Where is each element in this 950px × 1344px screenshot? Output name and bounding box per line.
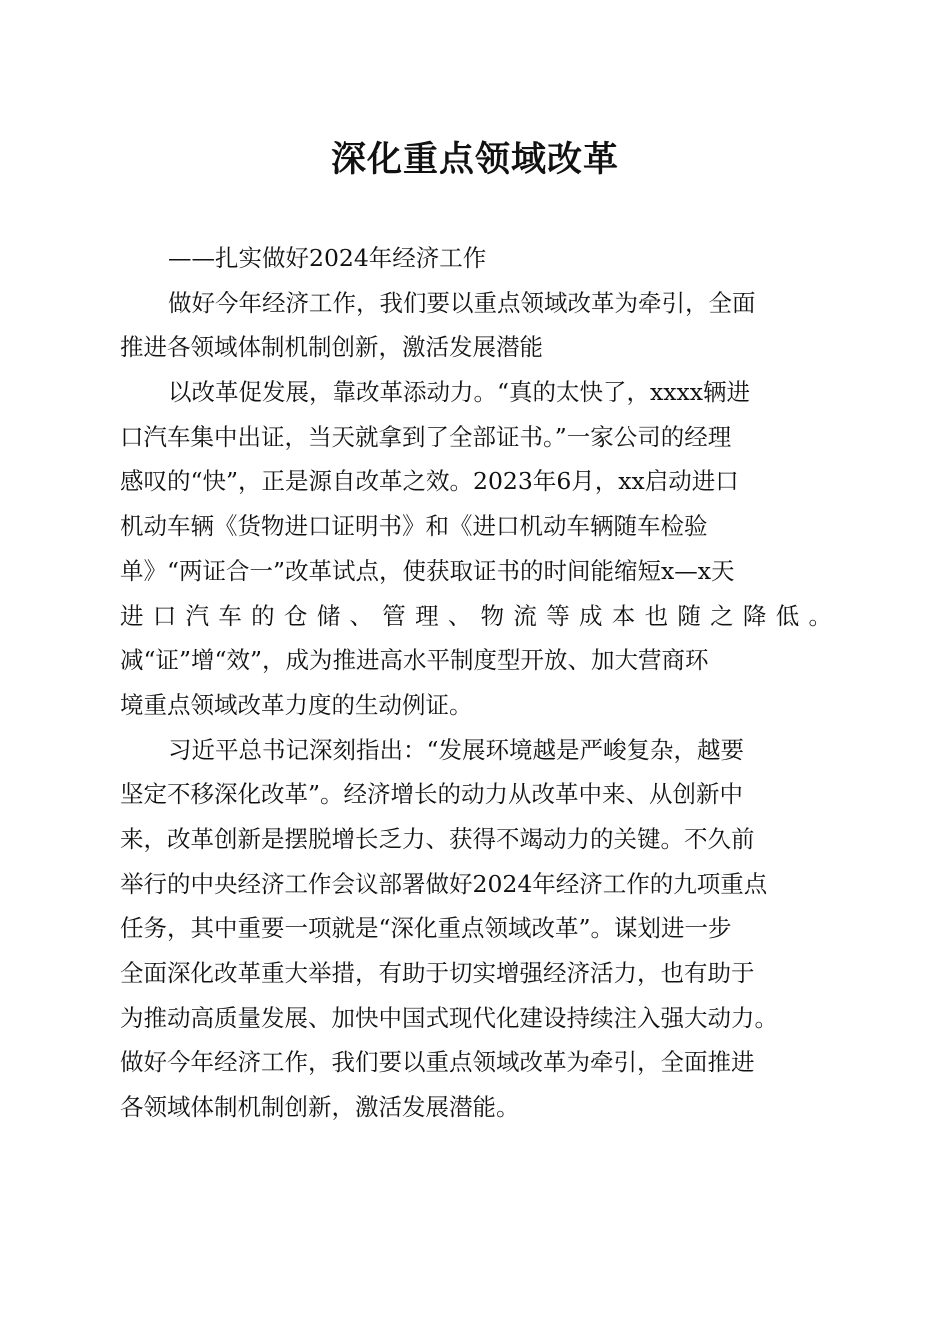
paragraph-3-line-1: 习近平总书记深刻指出：“发展环境越是严峻复杂，越要 [168,735,745,764]
paragraph-3-line-5: 任务，其中重要一项就是“深化重点领域改革”。谋划进一步 [120,914,732,943]
subtitle-line: ——扎实做好2024年经济工作 [168,244,487,272]
paragraph-2-line-4: 机动车辆《货物进口证明书》和《进口机动车辆随车检验 [120,512,708,541]
paragraph-2-line-8: 境重点领域改革力度的生动例证。 [120,690,473,719]
document-title: 深化重点领域改革 [330,139,619,180]
paragraph-3-line-3: 来，改革创新是摆脱增长乏力、获得不竭动力的关键。不久前 [120,824,755,853]
paragraph-3-line-4: 举行的中央经济工作会议部署做好2024年经济工作的九项重点 [120,869,768,898]
paragraph-2-line-1: 以改革促发展，靠改革添动力。“真的太快了，xxxx辆进 [168,378,751,407]
paragraph-1-line-2: 推进各领域体制机制创新，激活发展潜能 [120,333,543,362]
paragraph-2-line-6: 进口汽车的仓储、管理、物流等成本也随之降低。 [120,601,832,630]
paragraph-3-line-8: 做好今年经济工作，我们要以重点领域改革为牵引，全面推进 [120,1048,755,1077]
paragraph-2-line-2: 口汽车集中出证，当天就拿到了全部证书。”一家公司的经理 [120,422,732,451]
paragraph-1-line-1: 做好今年经济工作，我们要以重点领域改革为牵引，全面 [168,288,756,317]
paragraph-2-line-5: 单》“两证合一”改革试点，使获取证书的时间能缩短x—x天 [120,556,735,585]
paragraph-3-line-7: 为推动高质量发展、加快中国式现代化建设持续注入强大动力。 [120,1003,778,1032]
paragraph-2-line-7: 减“证”增“效”，成为推进高水平制度型开放、加大营商环 [120,646,709,675]
paragraph-2-line-3: 感叹的“快”，正是源自改革之效。2023年6月，xx启动进口 [120,467,739,496]
paragraph-3-line-2: 坚定不移深化改革”。经济增长的动力从改革中来、从创新中 [120,780,744,809]
document-body [120,236,832,1130]
paragraph-3-line-9: 各领域体制机制创新，激活发展潜能。 [120,1093,520,1122]
paragraph-3-line-6: 全面深化改革重大举措，有助于切实增强经济活力，也有助于 [120,959,755,987]
